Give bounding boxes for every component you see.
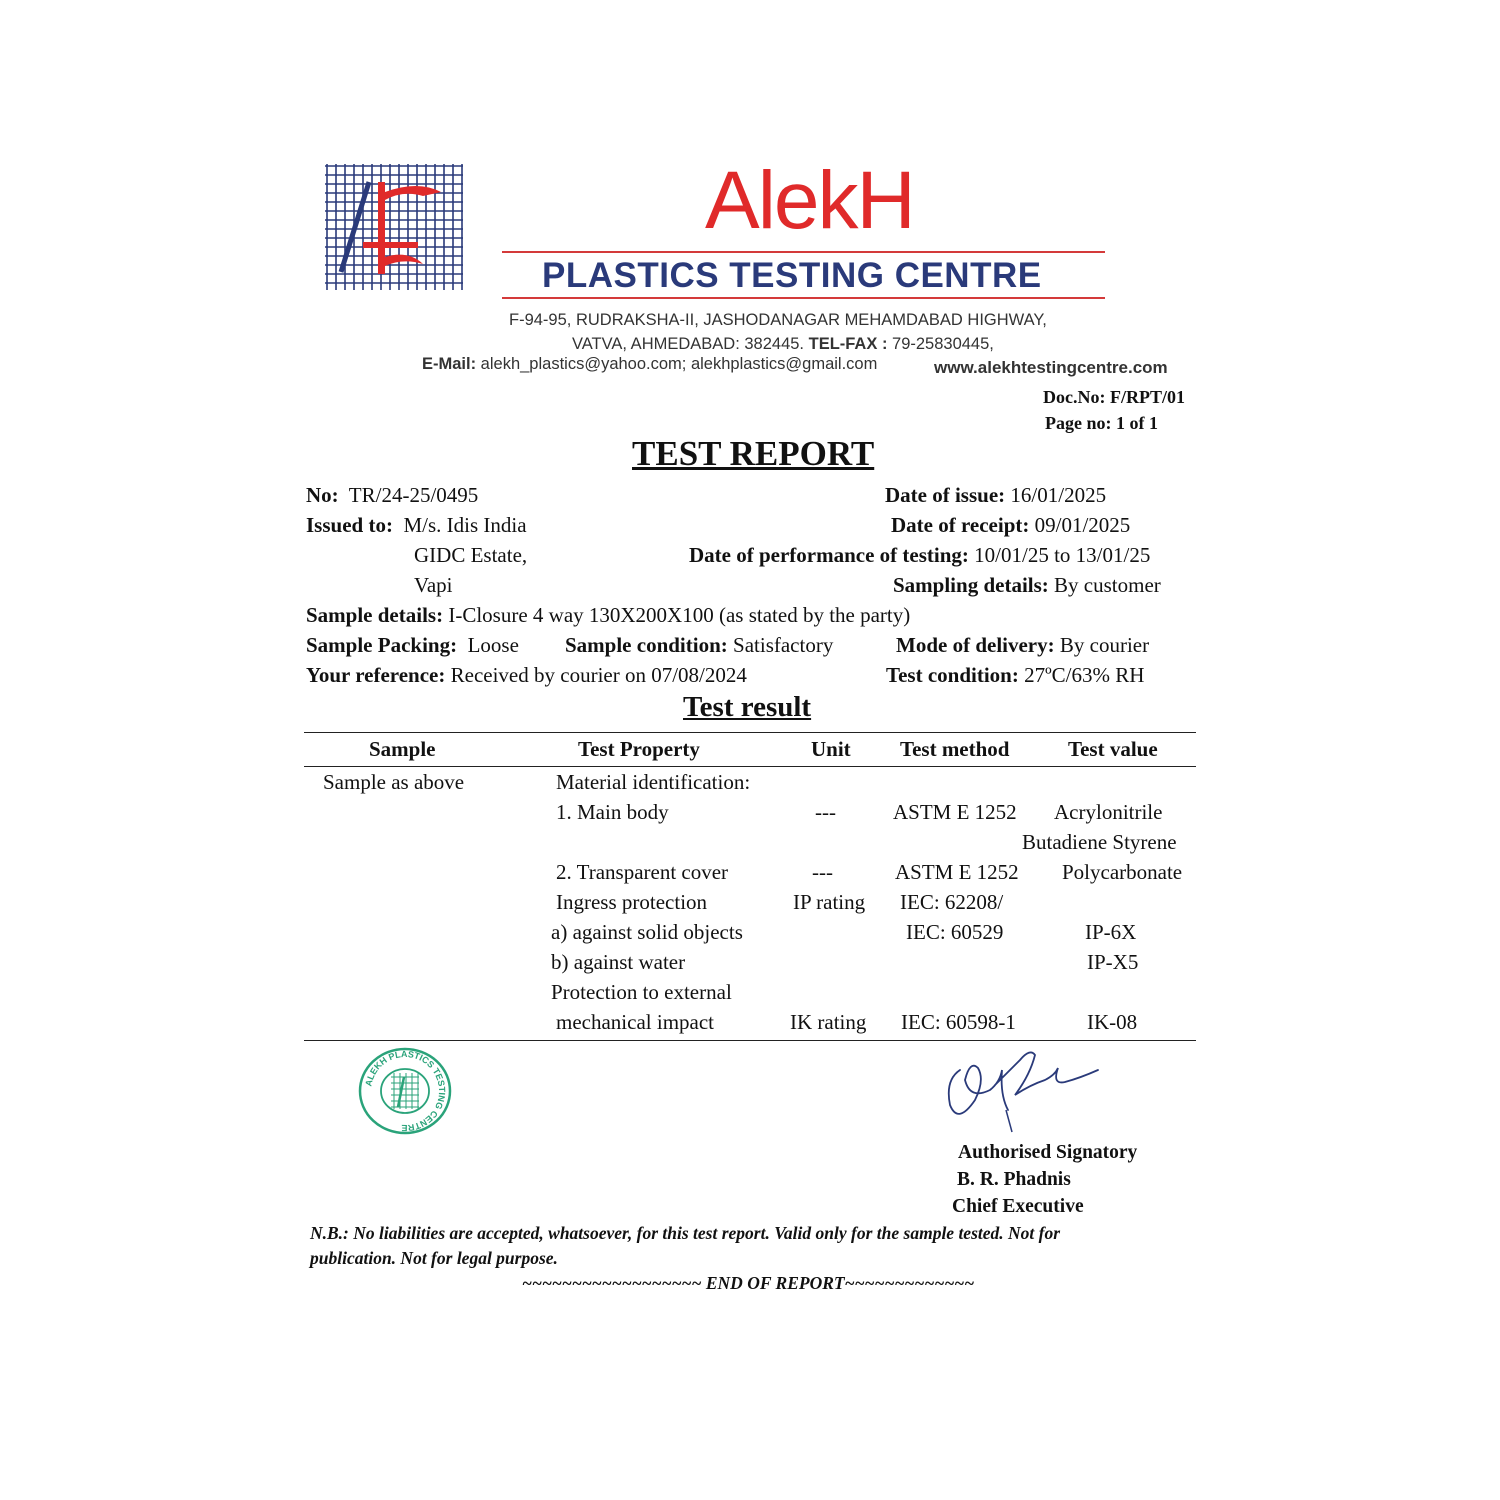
header-unit: Unit bbox=[811, 737, 851, 761]
date-of-performance: Date of performance of testing: 10/01/25 to 13/01/25 bbox=[689, 543, 1151, 567]
header-method: Test method bbox=[900, 737, 1010, 761]
row-value: Acrylonitrile bbox=[1054, 800, 1163, 824]
date-of-receipt: Date of receipt: 09/01/2025 bbox=[891, 513, 1131, 537]
your-reference: Your reference: Received by courier on 07/08/2024 bbox=[306, 663, 747, 687]
row-unit: IK rating bbox=[790, 1010, 867, 1034]
issued-to-line-3: Vapi bbox=[414, 573, 453, 597]
row-value: Polycarbonate bbox=[1062, 860, 1183, 884]
header-rule-bottom bbox=[502, 297, 1105, 299]
page-number: Page no: 1 of 1 bbox=[1045, 413, 1158, 433]
row-method: IEC: 60598-1 bbox=[901, 1010, 1016, 1034]
signatory-title: Authorised Signatory bbox=[958, 1142, 1138, 1163]
sample-cell: Sample as above bbox=[323, 770, 465, 794]
header-rule-top bbox=[502, 251, 1105, 253]
company-logo bbox=[323, 162, 465, 292]
brand-name: AlekH bbox=[705, 155, 914, 246]
mode-of-delivery: Mode of delivery: By courier bbox=[896, 633, 1150, 657]
row-property: Protection to external bbox=[551, 980, 732, 1004]
row-unit: --- bbox=[815, 800, 836, 824]
issued-to-line-2: GIDC Estate, bbox=[414, 543, 528, 567]
report-number: No: TR/24-25/0495 bbox=[306, 483, 479, 507]
stamp-text: ALEKH PLASTICS TESTING CENTRE bbox=[363, 1048, 448, 1134]
date-of-issue: Date of issue: 16/01/2025 bbox=[885, 483, 1107, 507]
row-property: 2. Transparent cover bbox=[556, 860, 729, 884]
end-of-report: ~~~~~~~~~~~~~~~~~~ END OF REPORT~~~~~~~~~~~~~ bbox=[522, 1273, 975, 1293]
signatory-name: B. R. Phadnis bbox=[957, 1169, 1071, 1190]
website: www.alekhtestingcentre.com bbox=[934, 358, 1168, 377]
address-line-1: F-94-95, RUDRAKSHA-II, JASHODANAGAR MEHAMDABAD HIGHWAY, bbox=[509, 311, 1047, 329]
disclaimer-line-1: N.B.: No liabilities are accepted, whatsoever, for this test report. Valid only for the sample tested. Not for bbox=[310, 1223, 1061, 1243]
table-header-rule bbox=[304, 766, 1196, 767]
row-property: 1. Main body bbox=[556, 800, 669, 824]
company-stamp bbox=[358, 1047, 452, 1135]
row-property: a) against solid objects bbox=[551, 920, 743, 944]
issued-to: Issued to: M/s. Idis India bbox=[306, 513, 527, 537]
email-line: E-Mail: alekh_plastics@yahoo.com; alekhplastics@gmail.com bbox=[422, 355, 878, 373]
header-value: Test value bbox=[1068, 737, 1158, 761]
row-property: mechanical impact bbox=[556, 1010, 715, 1034]
row-method: ASTM E 1252 bbox=[893, 800, 1017, 824]
row-value: IP-6X bbox=[1085, 920, 1137, 944]
signatory-position: Chief Executive bbox=[952, 1196, 1084, 1217]
disclaimer-line-2: publication. Not for legal purpose. bbox=[310, 1248, 558, 1268]
sample-packing: Sample Packing: Loose bbox=[306, 633, 519, 657]
sample-condition: Sample condition: Satisfactory bbox=[565, 633, 834, 657]
row-property: Ingress protection bbox=[556, 890, 708, 914]
row-method: IEC: 62208/ bbox=[900, 890, 1004, 914]
row-value: Butadiene Styrene bbox=[1022, 830, 1177, 854]
svg-text:ALEKH PLASTICS TESTING CENTRE bbox=[363, 1049, 447, 1133]
row-method: IEC: 60529 bbox=[906, 920, 1004, 944]
results-title: Test result bbox=[683, 691, 812, 723]
row-value: IP-X5 bbox=[1087, 950, 1139, 974]
header-property: Test Property bbox=[578, 737, 700, 761]
row-value: IK-08 bbox=[1087, 1010, 1138, 1034]
address-line-2: VATVA, AHMEDABAD: 382445. TEL-FAX : 79-25830445, bbox=[572, 335, 994, 353]
sample-details: Sample details: I-Closure 4 way 130X200X100 (as stated by the party) bbox=[306, 603, 911, 627]
test-condition: Test condition: 27ºC/63% RH bbox=[886, 663, 1145, 687]
sampling-details: Sampling details: By customer bbox=[893, 573, 1161, 597]
row-property: Material identification: bbox=[556, 770, 751, 794]
row-property: b) against water bbox=[551, 950, 686, 974]
report-title: TEST REPORT bbox=[632, 434, 875, 473]
header-sample: Sample bbox=[369, 737, 436, 761]
row-unit: --- bbox=[812, 860, 833, 884]
table-top-rule bbox=[304, 732, 1196, 733]
row-method: ASTM E 1252 bbox=[895, 860, 1019, 884]
row-unit: IP rating bbox=[793, 890, 866, 914]
handwritten-signature bbox=[940, 1040, 1105, 1135]
doc-number: Doc.No: F/RPT/01 bbox=[1043, 387, 1185, 407]
centre-name: PLASTICS TESTING CENTRE bbox=[542, 256, 1042, 295]
